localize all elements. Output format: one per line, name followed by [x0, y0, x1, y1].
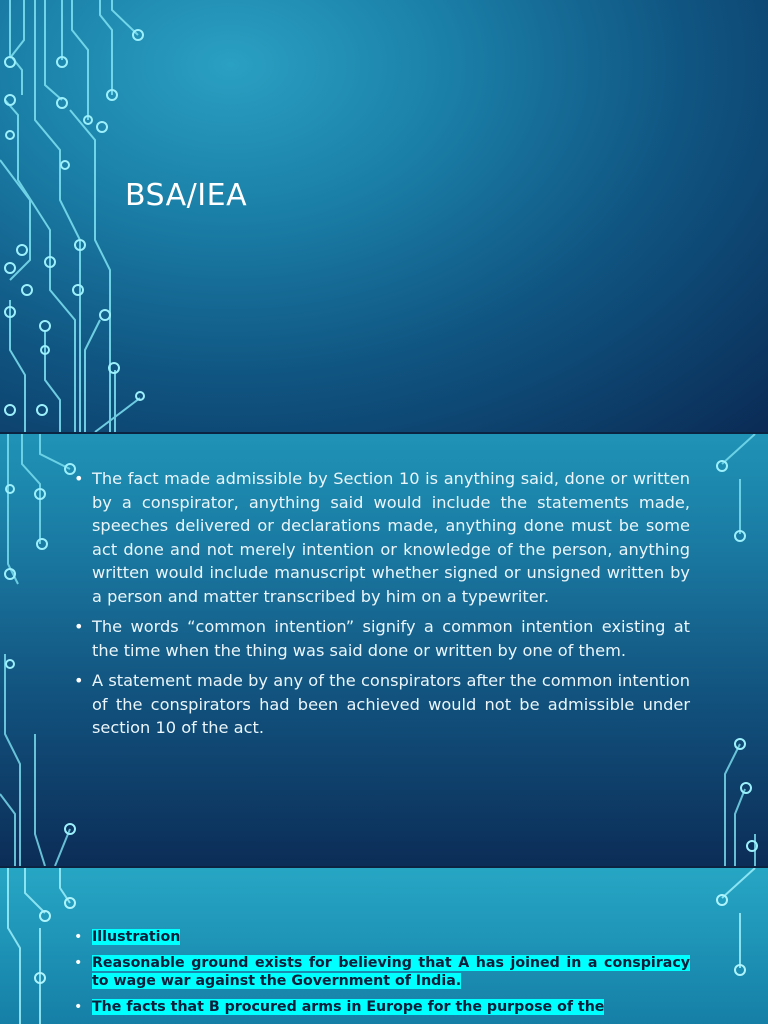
- bullet-text: The fact made admissible by Section 10 is anything said, done or written by a conspirator, anything said would include the statements made, speeches delivered or declarations made, anything done must be some act done and not merely intention or knowledge of the person, anything written would include manuscript whether signed or unsigned written by a person and matter transcribed by him on a typewriter.: [92, 469, 690, 606]
- bullet-text: Reasonable ground exists for believing that A has joined in a conspiracy to wage war against the Government of India.: [92, 955, 690, 989]
- bullet-list: [74, 467, 690, 747]
- list-item: • A statement made by any of the conspirators after the common intention of the conspirators had been achieved would not be admissible under section 10 of the act.: [74, 671, 690, 737]
- illustration-heading: Illustration: [92, 929, 181, 945]
- list-item: • The fact made admissible by Section 10 is anything said, done or written by a conspirator, anything said would include the statements made, speeches delivered or declarations made, anything done must be some act done and not merely intention or knowledge of the person, anything written would include manuscript whether signed or unsigned written by a person and matter transcribed by him on a typewriter.: [74, 469, 690, 606]
- list-item: • Illustration: [74, 929, 181, 945]
- list-item: • Reasonable ground exists for believing that A has joined in a conspiracy to wage war against the Government of India.: [74, 955, 690, 989]
- slide-title: BSA/IEA: [125, 178, 248, 213]
- bullet-text: A statement made by any of the conspirators after the common intention of the conspirators had been achieved would not be admissible under section 10 of the act.: [92, 671, 690, 737]
- bullet-text: The facts that B procured arms in Europe for the purpose of the: [92, 999, 605, 1015]
- list-item: • The words “common intention” signify a common intention existing at the time when the thing was said done or written by one of them.: [74, 617, 690, 660]
- circuit-decoration: [0, 0, 768, 432]
- bullet-list: [74, 928, 690, 1024]
- illustration-slide: [0, 868, 768, 1024]
- list-item: • The facts that B procured arms in Europe for the purpose of the: [74, 999, 605, 1015]
- bullet-text: The words “common intention” signify a common intention existing at the time when the thing was said done or written by one of them.: [92, 617, 690, 660]
- title-slide: [0, 0, 768, 432]
- content-slide: [0, 434, 768, 866]
